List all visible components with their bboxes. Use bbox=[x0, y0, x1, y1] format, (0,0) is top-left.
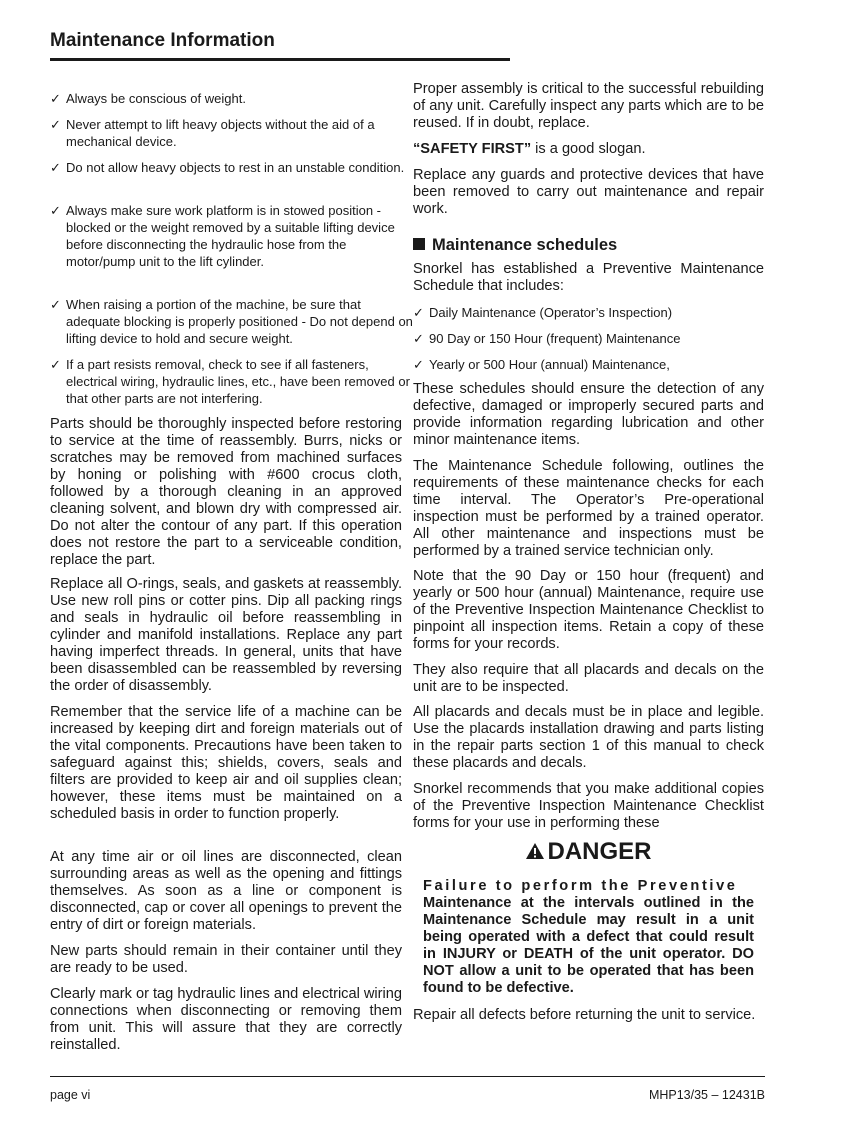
check-icon: ✓ bbox=[50, 297, 61, 312]
checklist-text: Do not allow heavy objects to rest in an unstable condition. bbox=[66, 160, 405, 175]
checklist-text: If a part resists removal, check to see if all fasteners, electrical wiring, hydraulic lines, etc., have been removed or that other parts are not interfering. bbox=[66, 357, 410, 406]
page-title: Maintenance Information bbox=[50, 30, 275, 51]
checklist-item bbox=[50, 296, 414, 347]
checklist-text: Always make sure work platform is in stowed position - blocked or the weight removed by a suitable lifting device before disconnecting the hydraulic hose from the motor/pump unit to the lift cylinder. bbox=[66, 203, 395, 269]
page-number: page vi bbox=[50, 1088, 91, 1102]
checklist-item bbox=[50, 202, 396, 270]
checklist-text: Always be conscious of weight. bbox=[66, 91, 246, 106]
paragraph: These schedules should ensure the detection of any defective, damaged or improperly secured parts and provide information regarding lubrication and other minor maintenance items. bbox=[413, 381, 764, 448]
check-icon: ✓ bbox=[50, 91, 61, 106]
paragraph: They also require that all placards and decals on the unit are to be inspected. bbox=[413, 662, 764, 695]
paragraph: New parts should remain in their container until they are ready to be used. bbox=[50, 943, 402, 976]
paragraph: Replace any guards and protective devices that have been removed to carry out maintenance and repair work. bbox=[413, 167, 764, 217]
checklist-item bbox=[50, 90, 414, 107]
danger-text: DANGER bbox=[547, 838, 652, 865]
check-icon: ✓ bbox=[50, 160, 61, 175]
paragraph: Repair all defects before returning the unit to service. bbox=[413, 1007, 756, 1023]
paragraph: Snorkel recommends that you make additional copies of the Preventive Inspection Maintenance Checklist forms for your use in performing these bbox=[413, 781, 764, 831]
paragraph: Note that the 90 Day or 150 hour (frequent) and yearly or 500 hour (annual) Maintenance, require use of the Preventive Inspection Maintenance Checklist to pinpoint all inspection items. Retain a copy of these forms for your records. bbox=[413, 568, 764, 652]
paragraph: All placards and decals must be in place and legible. Use the placards installation drawing and parts listing in the repair parts section 1 of this manual to check these placards and decals. bbox=[413, 704, 764, 771]
check-icon: ✓ bbox=[413, 331, 424, 346]
paragraph: Clearly mark or tag hydraulic lines and electrical wiring connections when disconnecting or removing them from unit. This will assure that they are correctly reinstalled. bbox=[50, 986, 403, 1053]
paragraph: At any time air or oil lines are disconnected, clean surrounding areas as well as the opening and fittings themselves. As soon as a line or component is disconnected, cap or cover all openings to prevent the entry of dirt or foreign materials. bbox=[50, 849, 402, 933]
section-heading-text: Maintenance schedules bbox=[432, 236, 618, 254]
check-icon: ✓ bbox=[413, 357, 424, 372]
check-icon: ✓ bbox=[50, 357, 61, 372]
warning-triangle-icon bbox=[525, 842, 545, 860]
schedule-text: Daily Maintenance (Operator’s Inspection) bbox=[429, 305, 673, 320]
section-heading bbox=[413, 236, 617, 255]
checklist-item bbox=[50, 116, 414, 150]
schedule-text: 90 Day or 150 Hour (frequent) Maintenance bbox=[429, 331, 681, 346]
safety-slogan bbox=[413, 141, 764, 158]
checklist-text: When raising a portion of the machine, be sure that adequate blocking is properly positioned - Do not depend on lifting device to hold and secure weight. bbox=[66, 297, 413, 346]
header-rule bbox=[50, 58, 510, 61]
paragraph: Parts should be thoroughly inspected before restoring to service at the time of reassembly. Burrs, nicks or scratches may be removed from machined surfaces by honing or polishing with #600 crocus cloth, followed by a thorough cleaning in an approved cleaning solvent, and blown dry with compressed air. Do not alter the contour of any part. If this operation does not restore the part to a serviceable condition, replace the part. bbox=[50, 416, 402, 568]
schedule-item bbox=[413, 330, 777, 347]
paragraph: Replace all O-rings, seals, and gaskets at reassembly. Use new roll pins or cotter pins. Dip all packing rings and seals in hydraulic oil before reassembling in cylinder and manifold installations. Replace any part having imperfect threads. In general, units that have been disassembled can be reassembled by reversing the order of disassembly. bbox=[50, 576, 402, 694]
paragraph: Remember that the service life of a machine can be increased by keeping dirt and foreign materials out of the vital components. Precautions have been taken to safeguard against this; shields, covers, seals and filters are provided to keep air and oil supplies clean; however, these items must be maintained on a scheduled basis in order to function properly. bbox=[50, 704, 402, 822]
schedule-item bbox=[413, 356, 777, 373]
document-id: MHP13/35 – 12431B bbox=[648, 1088, 765, 1102]
check-icon: ✓ bbox=[50, 117, 61, 132]
paragraph: Snorkel has established a Preventive Maintenance Schedule that includes: bbox=[413, 261, 764, 294]
warning-rest: Maintenance at the intervals outlined in the Maintenance Schedule may result in a unit being operated with a defect that could result in INJURY or DEATH of the unit operator. DO NOT allow a unit to be operated that has been found to be defective. bbox=[423, 895, 754, 996]
paragraph: The Maintenance Schedule following, outlines the requirements of these maintenance checks for each time interval. The Operator’s Pre-operational inspection must be performed by a trained operator. All other maintenance and inspections must be performed by a trained service technician only. bbox=[413, 458, 764, 559]
footer-rule bbox=[50, 1076, 765, 1077]
safety-rest-text: is a good slogan. bbox=[531, 141, 646, 157]
checklist-text: Never attempt to lift heavy objects without the aid of a mechanical device. bbox=[66, 117, 375, 149]
schedule-text: Yearly or 500 Hour (annual) Maintenance, bbox=[429, 357, 670, 372]
checklist-item bbox=[50, 159, 414, 176]
danger-label bbox=[413, 838, 764, 866]
warning-first-line: Failure to perform the Preventive bbox=[423, 878, 738, 894]
check-icon: ✓ bbox=[50, 203, 61, 218]
square-bullet-icon bbox=[413, 238, 425, 250]
danger-warning bbox=[423, 878, 754, 997]
schedule-item bbox=[413, 304, 777, 321]
check-icon: ✓ bbox=[413, 305, 424, 320]
safety-first-text: “SAFETY FIRST” bbox=[413, 141, 532, 157]
paragraph: Proper assembly is critical to the successful rebuilding of any unit. Carefully inspect any parts which are to be reused. If in doubt, replace. bbox=[413, 81, 764, 131]
checklist-item bbox=[50, 356, 414, 407]
